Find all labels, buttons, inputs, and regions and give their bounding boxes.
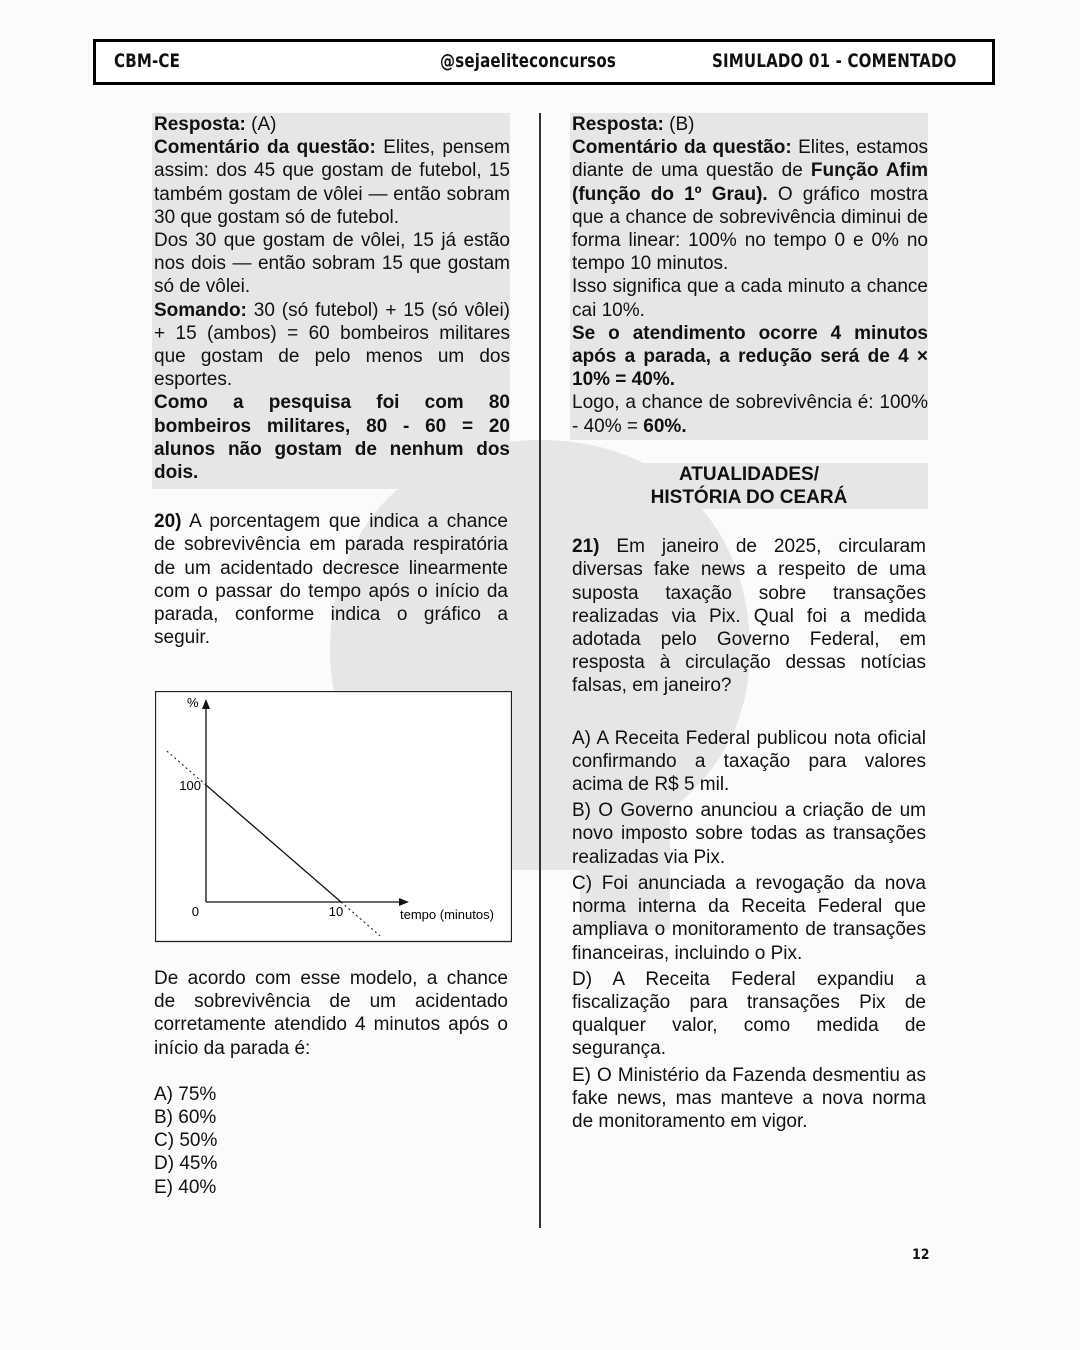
q20-answer xyxy=(572,113,928,136)
q20-comment-p4 xyxy=(572,391,928,437)
q21-statement xyxy=(572,535,926,697)
q20-option-b[interactable]: B) 60% xyxy=(154,1107,217,1129)
q19-answer-box xyxy=(152,113,510,489)
left-column xyxy=(154,113,508,649)
q20-answer-box xyxy=(570,113,928,440)
sum-text: 30 (só futebol) + 15 (só vôlei) + 15 (ambos) = 60 bombeiros militares que gostam de pelo menos um dos esportes. xyxy=(154,299,510,391)
q21-option-b[interactable]: B) O Governo anunciou a criação de um novo imposto sobre todas as transações realizadas via Pix. xyxy=(572,800,926,868)
comment-intro: Elites, estamos diante de uma questão de xyxy=(572,137,929,182)
right-column xyxy=(572,113,929,1133)
q20-text: A porcentagem que indica a chance de sobrevivência em parada respiratória de um acidentado decresce linearmente com o passar do tempo após o início da parada, conforme indica o gráfico a seguir. xyxy=(154,511,508,649)
section-line-1: ATUALIDADES/ xyxy=(678,463,820,485)
answer-label: Resposta: xyxy=(154,114,246,135)
x-tick-label-10: 10 xyxy=(328,904,344,919)
q21-number: 21) xyxy=(572,536,600,558)
page-number: 12 xyxy=(912,1247,930,1263)
q19-comment-sum xyxy=(154,299,510,392)
column-divider xyxy=(539,113,541,1228)
q20-options xyxy=(154,1083,508,1199)
x-axis-label: tempo (minutos) xyxy=(400,907,494,922)
q19-comment-p2: Dos 30 que gostam de vôlei, 15 já estão nos dois — então sobram 15 que gostam só de vôlei. xyxy=(154,230,510,298)
comment-label: Comentário da questão: xyxy=(572,137,792,159)
comment-p4-bold: 60%. xyxy=(643,415,687,437)
q20-option-d[interactable]: D) 45% xyxy=(154,1153,218,1175)
answer-value: (A) xyxy=(251,114,277,135)
q20-option-e[interactable]: E) 40% xyxy=(154,1176,217,1198)
comment-text: Elites, pensem assim: dos 45 que gostam de futebol, 15 também gostam de vôlei — então sobram 30 que gostam só de futebol. xyxy=(154,137,510,228)
section-heading xyxy=(570,463,928,509)
q19-comment-p1 xyxy=(154,136,510,229)
q20-number: 20) xyxy=(154,511,182,533)
q20-comment-p1 xyxy=(572,136,928,275)
page-header xyxy=(93,39,995,85)
comment-p4-text: Logo, a chance de sobrevivência é: 100% - 40% = xyxy=(572,392,928,437)
survival-chart xyxy=(155,691,512,943)
y-tick-label-100: 100 xyxy=(179,778,201,793)
q20-comment-p2: Isso significa que a cada minuto a chance cai 10%. xyxy=(572,276,928,321)
q21-option-c[interactable]: C) Foi anunciada a revogação da nova norma interna da Receita Federal que ampliava o monitoramento de transações financeiras, incluindo o Pix. xyxy=(572,872,926,964)
comment-label: Comentário da questão: xyxy=(154,137,376,159)
q20-followup: De acordo com esse modelo, a chance de sobrevivência de um acidentado corretamente atendido 4 minutos após o início da parada é: xyxy=(154,968,508,1059)
q20-statement xyxy=(154,510,508,649)
q21-option-d[interactable]: D) A Receita Federal expandiu a fiscalização para transações Pix de qualquer valor, como medida de segurança. xyxy=(572,968,926,1060)
header-handle: @sejaeliteconcursos xyxy=(440,50,617,72)
answer-label: Resposta: xyxy=(572,114,664,135)
q21-text: Em janeiro de 2025, circularam diversas fake news a respeito de uma suposta taxação sobre transações realizadas via Pix. Qual foi a medida adotada pelo Governo Federal, em resposta à circulação dessas notícias falsas, em janeiro? xyxy=(572,536,926,697)
sum-label: Somando: xyxy=(154,299,247,321)
q21-option-a[interactable]: A) A Receita Federal publicou nota oficial confirmando a taxação para valores acima de R$ 5 mil. xyxy=(572,727,926,796)
q20-option-c[interactable]: C) 50% xyxy=(154,1130,218,1152)
q20-comment-p3: Se o atendimento ocorre 4 minutos após a parada, a redução será de 4 × 10% = 40%. xyxy=(572,322,928,391)
comment-bold: Função Afim (função do 1º Grau). xyxy=(572,160,928,205)
q21-options xyxy=(572,727,926,1133)
left-column-lower xyxy=(154,967,508,1199)
q19-conclusion: Como a pesquisa foi com 80 bombeiros militares, 80 - 60 = 20 alunos não gostam de nenhum dos dois. xyxy=(154,392,510,484)
q21-option-e[interactable]: E) O Ministério da Fazenda desmentiu as fake news, mas manteve a nova norma de monitoramento em vigor. xyxy=(572,1064,926,1132)
header-title: SIMULADO 01 - COMENTADO xyxy=(712,50,957,72)
comment-rest: O gráfico mostra que a chance de sobrevivência diminui de forma linear: 100% no tempo 0 e 0% no tempo 10 minutos. xyxy=(572,183,928,275)
q20-option-a[interactable]: A) 75% xyxy=(154,1083,217,1105)
header-exam-name: CBM-CE xyxy=(114,50,181,72)
answer-value: (B) xyxy=(669,114,695,135)
x-tick-label-0: 0 xyxy=(191,904,199,919)
q19-answer xyxy=(154,113,510,136)
y-axis-label: % xyxy=(187,695,199,710)
section-line-2: HISTÓRIA DO CEARÁ xyxy=(650,487,848,509)
